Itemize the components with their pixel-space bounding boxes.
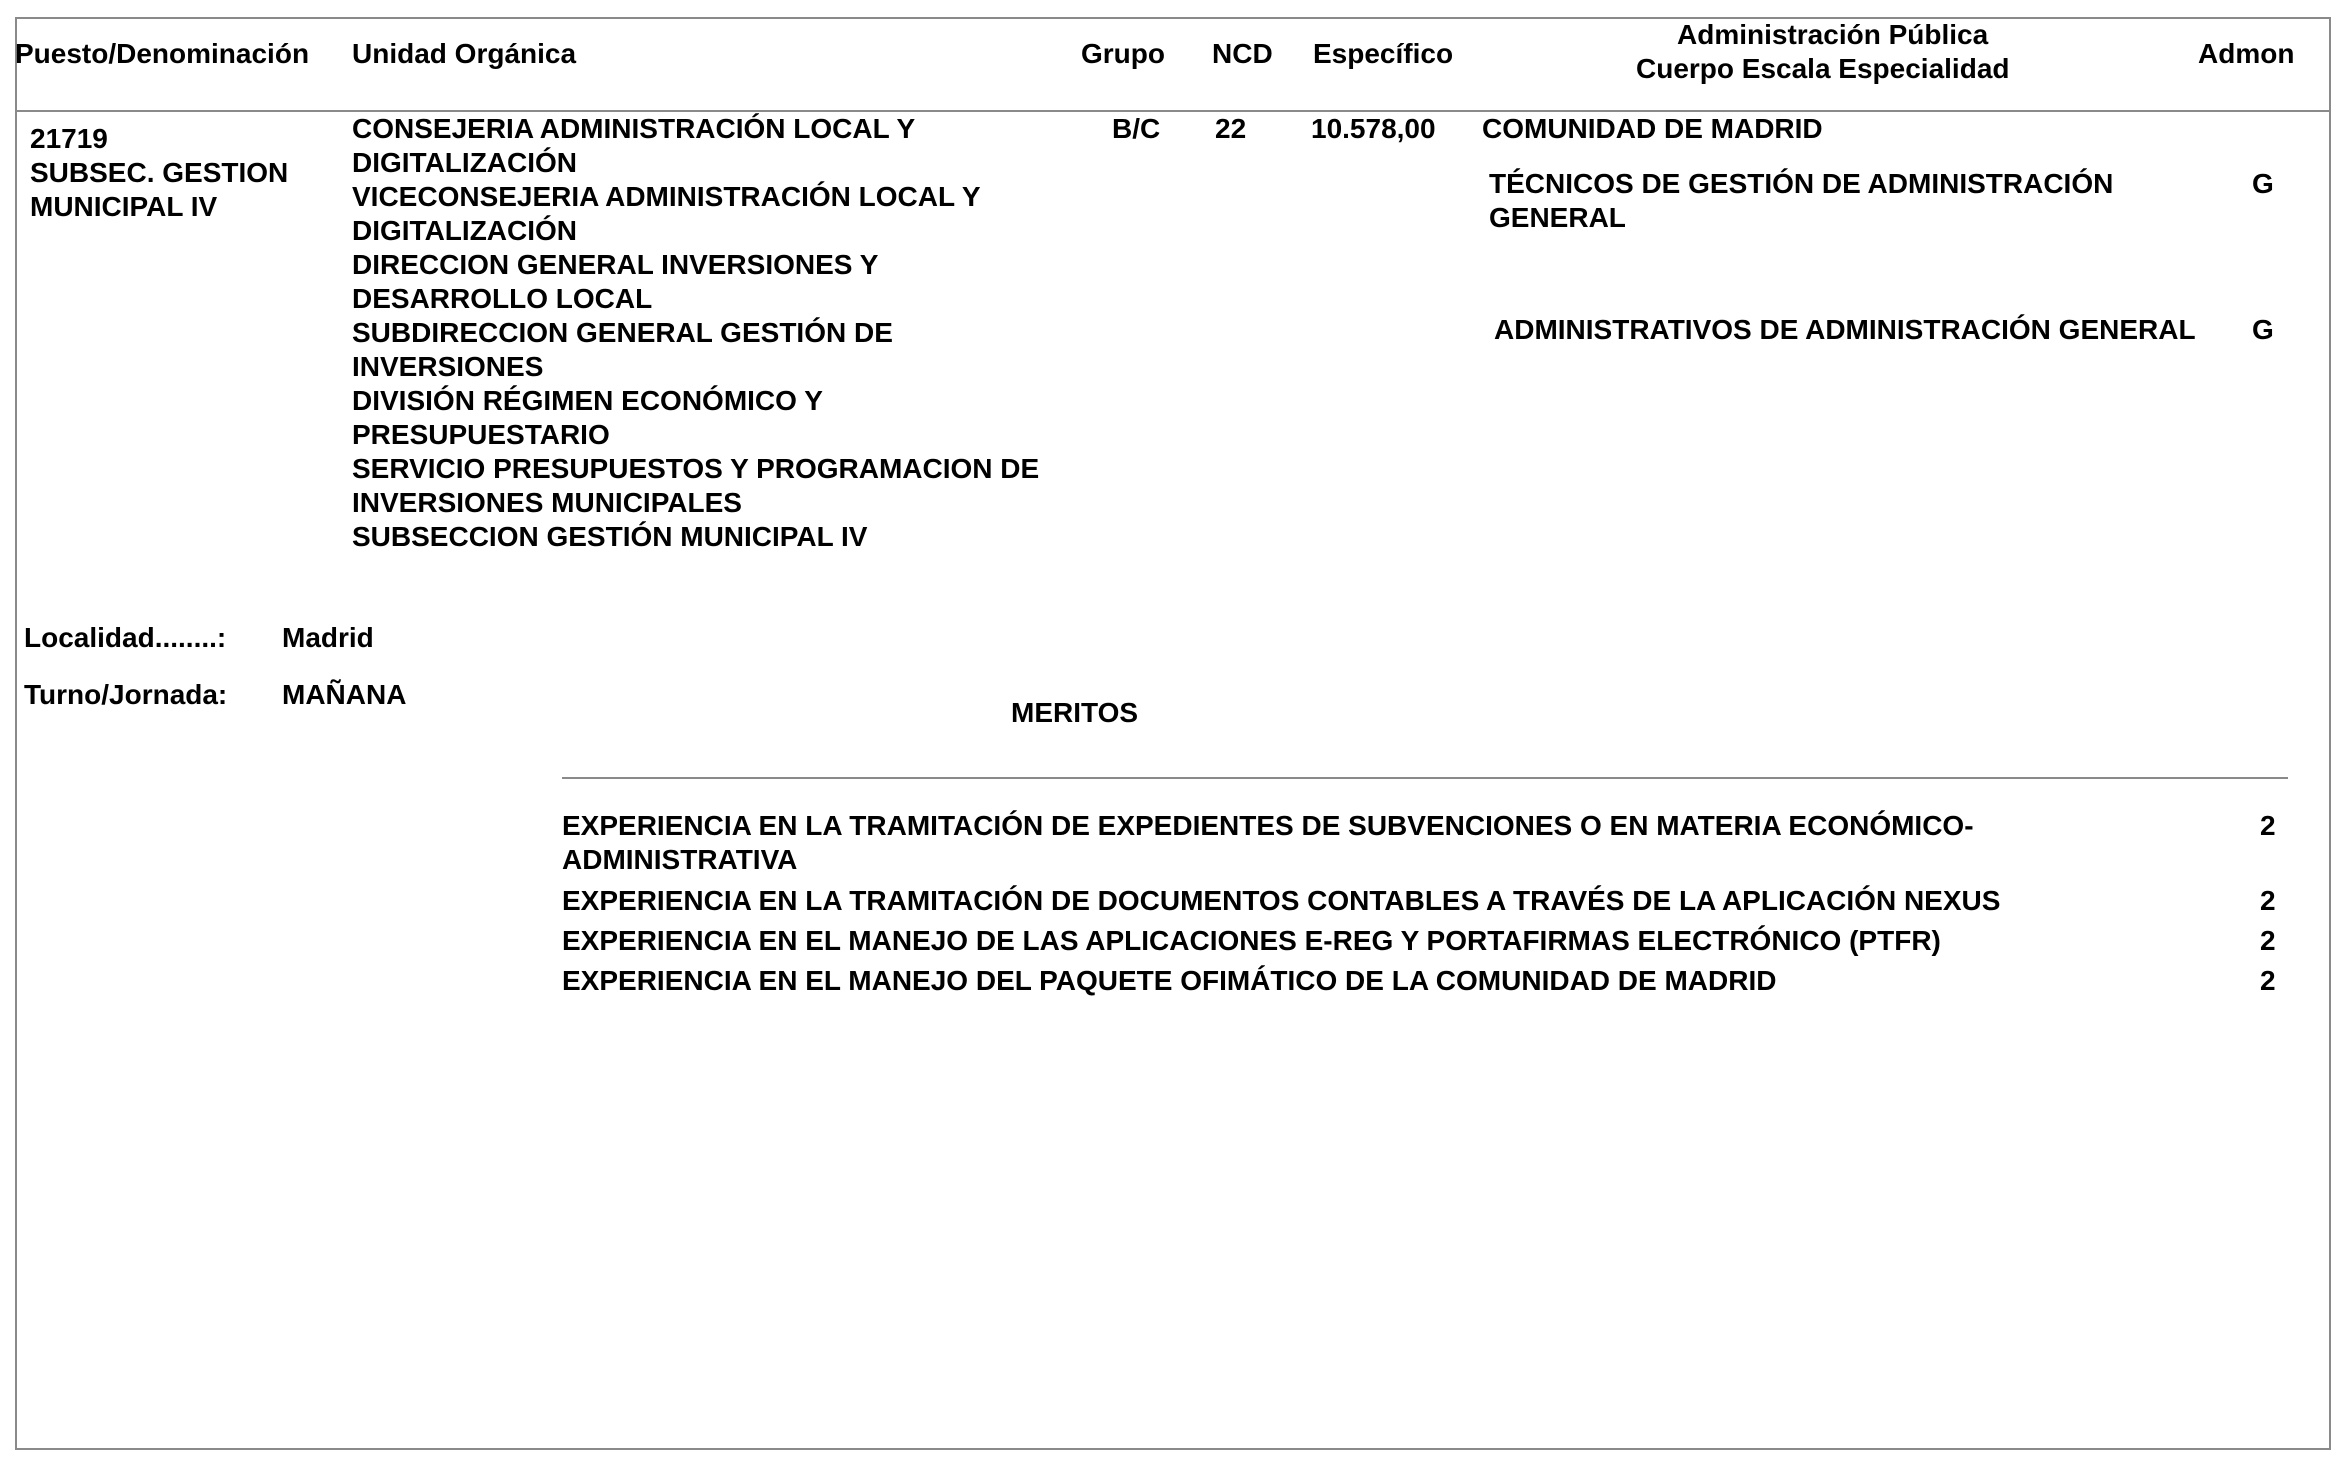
unidad-organica-block	[352, 112, 1039, 554]
cuerpo-admon: G	[2252, 314, 2274, 345]
header-puesto: Puesto/Denominación	[15, 38, 310, 69]
merito-line: EXPERIENCIA EN LA TRAMITACIÓN DE EXPEDIENTES DE SUBVENCIONES O EN MATERIA ECONÓMICO-	[562, 810, 1974, 841]
localidad-value: Madrid	[282, 622, 374, 653]
meritos-divider	[562, 777, 2288, 779]
meritos-title: MERITOS	[1011, 697, 1139, 728]
cuerpo-admon: G	[2252, 168, 2274, 199]
header-admon: Admon	[2198, 38, 2295, 69]
unidad-line: CONSEJERIA ADMINISTRACIÓN LOCAL Y	[352, 113, 916, 144]
unidad-line: DIVISIÓN RÉGIMEN ECONÓMICO Y	[352, 385, 823, 416]
ncd-value: 22	[1215, 113, 1247, 144]
merito-points: 2	[2260, 925, 2276, 956]
especifico-value: 10.578,00	[1311, 113, 1436, 144]
unidad-line: SUBSECCION GESTIÓN MUNICIPAL IV	[352, 521, 868, 552]
header-especifico: Específico	[1313, 38, 1454, 69]
grupo-value: B/C	[1112, 113, 1161, 144]
merito-points: 2	[2260, 885, 2276, 916]
unidad-line: PRESUPUESTARIO	[352, 419, 610, 450]
puesto-block	[30, 122, 288, 224]
unidad-line: SERVICIO PRESUPUESTOS Y PROGRAMACION DE	[352, 453, 1040, 484]
merito-item: EXPERIENCIA EN EL MANEJO DE LAS APLICACIONES E-REG Y PORTAFIRMAS ELECTRÓNICO (PTFR)	[562, 925, 1941, 956]
merito-points: 2	[2260, 965, 2276, 996]
merito-points: 2	[2260, 810, 2276, 841]
merito-item	[562, 809, 1974, 877]
cuerpo-line: TÉCNICOS DE GESTIÓN DE ADMINISTRACIÓN	[1489, 168, 2114, 199]
administracion-value: COMUNIDAD DE MADRID	[1482, 113, 1823, 144]
unidad-line: DIGITALIZACIÓN	[352, 215, 578, 246]
cuerpo-line: GENERAL	[1489, 202, 1626, 233]
unidad-line: INVERSIONES MUNICIPALES	[352, 487, 742, 518]
cuerpo-line: ADMINISTRATIVOS DE ADMINISTRACIÓN GENERAL	[1494, 314, 2196, 345]
turno-value: MAÑANA	[282, 679, 407, 710]
puesto-denominacion-line: MUNICIPAL IV	[30, 191, 218, 222]
header-grupo: Grupo	[1081, 38, 1165, 69]
header-ncd: NCD	[1212, 38, 1273, 69]
merito-item: EXPERIENCIA EN EL MANEJO DEL PAQUETE OFIMÁTICO DE LA COMUNIDAD DE MADRID	[562, 965, 1777, 996]
merito-line: ADMINISTRATIVA	[562, 844, 798, 875]
puesto-denominacion-line: SUBSEC. GESTION	[30, 157, 289, 188]
turno-label: Turno/Jornada:	[24, 679, 228, 710]
unidad-line: VICECONSEJERIA ADMINISTRACIÓN LOCAL Y	[352, 181, 981, 212]
header-admin-line1: Administración Pública	[1677, 19, 1989, 50]
unidad-line: INVERSIONES	[352, 351, 544, 382]
header-admin-line2: Cuerpo Escala Especialidad	[1636, 53, 2010, 84]
unidad-line: DIGITALIZACIÓN	[352, 147, 578, 178]
header-unidad: Unidad Orgánica	[352, 38, 577, 69]
puesto-codigo: 21719	[30, 123, 108, 154]
unidad-line: SUBDIRECCION GENERAL GESTIÓN DE	[352, 317, 893, 348]
localidad-label: Localidad........:	[24, 622, 227, 653]
merito-item: EXPERIENCIA EN LA TRAMITACIÓN DE DOCUMENTOS CONTABLES A TRAVÉS DE LA APLICACIÓN NEXUS	[562, 885, 2001, 916]
cuerpo-block	[1489, 167, 2113, 235]
unidad-line: DIRECCION GENERAL INVERSIONES Y	[352, 249, 879, 280]
unidad-line: DESARROLLO LOCAL	[352, 283, 653, 314]
